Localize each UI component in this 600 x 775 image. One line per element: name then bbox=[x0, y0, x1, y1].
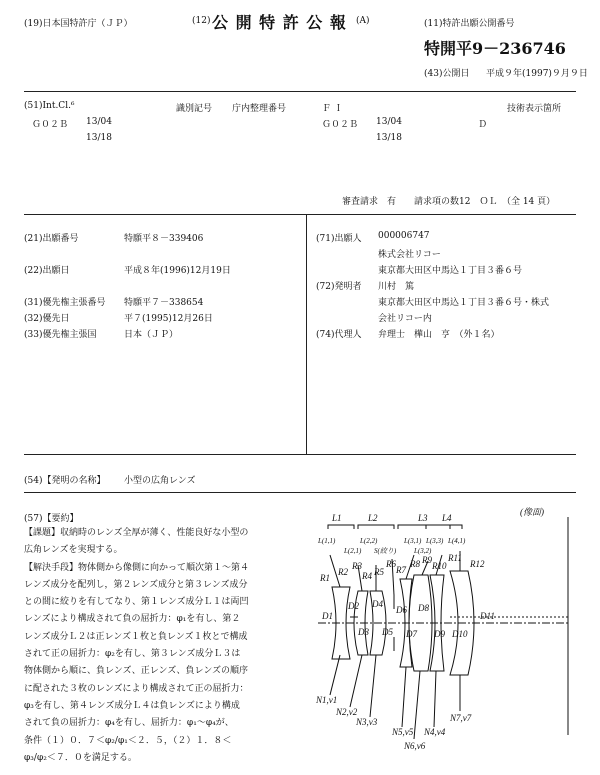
applicant-address: 東京都大田区中馬込１丁目３番６号 bbox=[378, 266, 523, 276]
filing-date: 平成８年(1996)12月19日 bbox=[124, 266, 231, 276]
surface-label-r4: R4 bbox=[362, 571, 372, 581]
element-label-stop: S(絞り) bbox=[374, 547, 397, 555]
class-row-1-fi-code: 13/04 bbox=[376, 117, 402, 127]
element-label-l33: L(3,3) bbox=[426, 537, 444, 545]
spacing-label-d11: D11 bbox=[480, 611, 495, 621]
publication-kind: (A) bbox=[356, 16, 370, 26]
inventor-address-2: 会社リコー内 bbox=[378, 314, 432, 324]
abstract-line: レンズ成分を配列し，第２レンズ成分と第３レンズ成分 bbox=[24, 579, 248, 590]
element-label-l31: L(3,1) bbox=[404, 537, 422, 545]
inventor-label: (72)発明者 bbox=[316, 282, 362, 292]
title-divider bbox=[24, 492, 576, 493]
surface-label-r2: R2 bbox=[338, 567, 348, 577]
tech-label: 技術表示箇所 bbox=[507, 104, 562, 114]
abstract-line: との間に絞りを有してなり、第１レンズ成分Ｌ１は両凹 bbox=[24, 597, 249, 608]
priority-date-label: (32)優先日 bbox=[24, 314, 70, 324]
surface-label-r9: R9 bbox=[422, 555, 432, 565]
abstract-line: 【解決手段】物体側から像側に向かって順次第１～第４ bbox=[24, 562, 250, 573]
class-row-2-code: 13/18 bbox=[86, 133, 112, 143]
spacing-label-d1: D1 bbox=[322, 611, 333, 621]
group-label-l4: L4 bbox=[442, 513, 452, 523]
spacing-label-d5: D5 bbox=[382, 627, 393, 637]
abstract-line: レンズ成分Ｌ２は正レンズ１枚と負レンズ１枚とで構成 bbox=[24, 631, 248, 642]
id-symbol-label: 識別記号 bbox=[176, 104, 213, 114]
class-row-1-cls: Ｇ０２Ｂ bbox=[32, 120, 69, 130]
abstract-line: φ₃/φ₂＜７．０を満足する。 bbox=[24, 752, 137, 763]
surface-label-r1: R1 bbox=[320, 573, 330, 583]
element-label-l32: L(3,2) bbox=[414, 547, 432, 555]
group-bracket-l4 bbox=[426, 525, 462, 529]
abstract-label: (57)【要約】 bbox=[24, 514, 79, 524]
glass-label-n3: N3,ν3 bbox=[356, 717, 378, 727]
publication-date: 平成９年(1997)９月９日 bbox=[486, 69, 588, 79]
office-ref-label: 庁内整理番号 bbox=[232, 104, 287, 114]
glass-label-n5: N5,ν5 bbox=[392, 727, 414, 737]
publication-number-label: (11)特許出願公開番号 bbox=[424, 19, 515, 29]
surface-label-r11: R11 bbox=[448, 553, 462, 563]
spacing-label-d2: D2 bbox=[348, 601, 359, 611]
abstract-line: されて負の屈折力：φ₄を有し、屈折力：φ₁～φ₄が、 bbox=[24, 718, 234, 729]
intcl-label: (51)Int.Cl.⁶ bbox=[24, 101, 75, 111]
priority-country-label: (33)優先権主張国 bbox=[24, 330, 97, 340]
group-bracket-l3 bbox=[398, 525, 450, 529]
priority-country: 日本（ＪＰ） bbox=[124, 330, 179, 340]
surface-label-r7: R7 bbox=[396, 565, 406, 575]
group-label-l1: L1 bbox=[332, 513, 342, 523]
spacing-label-d8: D8 bbox=[418, 603, 429, 613]
abstract-line: 物体側から順に、負レンズ、正レンズ、負レンズの順序 bbox=[24, 666, 249, 677]
surface-label-r3: R3 bbox=[352, 561, 362, 571]
biblio-center-divider bbox=[306, 214, 307, 454]
leader-line bbox=[402, 667, 406, 727]
element-label-l22: L(2,2) bbox=[360, 537, 378, 545]
publication-date-label: (43)公開日 bbox=[424, 69, 470, 79]
spacing-label-d6: D6 bbox=[396, 605, 407, 615]
spacing-label-d3: D3 bbox=[358, 627, 369, 637]
glass-label-n6: N6,ν6 bbox=[404, 741, 426, 751]
class-row-1-tech: Ｄ bbox=[478, 120, 488, 130]
abstract-line: レンズにより構成されて負の屈折力：φ₁を有し、第２ bbox=[24, 614, 241, 625]
surface-label-r10: R10 bbox=[432, 561, 447, 571]
spacing-label-d4: D4 bbox=[372, 599, 383, 609]
application-number-label: (21)出願番号 bbox=[24, 234, 79, 244]
applicant-label: (71)出願人 bbox=[316, 234, 362, 244]
class-row-2-fi-code: 13/18 bbox=[376, 133, 402, 143]
surface-label-r6: R6 bbox=[386, 559, 396, 569]
agent-name: 弁理士 樺山 亨 （外１名） bbox=[378, 330, 500, 340]
abstract-body bbox=[24, 525, 306, 767]
glass-label-n2: N2,ν2 bbox=[336, 707, 358, 717]
group-label-l2: L2 bbox=[368, 513, 378, 523]
filing-date-label: (22)出願日 bbox=[24, 266, 70, 276]
abstract-line: 【課題】収納時のレンズ全厚が薄く、性能良好な小型の bbox=[24, 528, 249, 538]
spacing-label-d10: D10 bbox=[452, 629, 468, 639]
applicant-name: 株式会社リコー bbox=[378, 250, 441, 260]
publication-type: 公 開 特 許 公 報 bbox=[212, 13, 347, 32]
surface-label-r5: R5 bbox=[374, 567, 384, 577]
leader-line bbox=[330, 655, 340, 695]
group-bracket-l1 bbox=[328, 525, 354, 529]
image-side-label: (像面) bbox=[520, 507, 544, 517]
priority-date: 平７(1995)12月26日 bbox=[124, 314, 213, 324]
publication-number: 特開平9－236746 bbox=[424, 39, 566, 58]
leader-line bbox=[350, 655, 362, 707]
pub-type-code: (12) bbox=[192, 16, 211, 26]
priority-number: 特願平７－338654 bbox=[124, 298, 204, 308]
abstract-line: されて正の屈折力：φ₂を有し、第３レンズ成分Ｌ３は bbox=[24, 649, 241, 660]
leader-line bbox=[370, 655, 376, 717]
invention-title-label: (54)【発明の名称】 bbox=[24, 476, 106, 486]
leader-line bbox=[434, 671, 436, 727]
element-label-l11: L(1,1) bbox=[318, 537, 336, 545]
abstract-line: 条件（１）０．７＜φ₂/φ₁＜２．５，（２）１．８＜ bbox=[24, 735, 232, 746]
class-row-1-code: 13/04 bbox=[86, 117, 112, 127]
inventor-address-1: 東京都大田区中馬込１丁目３番６号・株式 bbox=[378, 298, 550, 308]
spacing-label-d9: D9 bbox=[434, 629, 445, 639]
leader-line bbox=[414, 671, 420, 739]
fi-label: Ｆ Ｉ bbox=[322, 104, 343, 114]
applicant-code: 000006747 bbox=[378, 231, 430, 241]
examination-line: 審査請求 有 請求項の数12 ＯＬ （全 14 頁） bbox=[342, 197, 556, 207]
element-label-l41: L(4,1) bbox=[448, 537, 466, 545]
element-label-l21: L(2,1) bbox=[344, 547, 362, 555]
surface-label-r8: R8 bbox=[410, 559, 420, 569]
glass-label-n1: N1,ν1 bbox=[316, 695, 338, 705]
agent-label: (74)代理人 bbox=[316, 330, 362, 340]
biblio-divider bbox=[24, 454, 576, 455]
abstract-line: φ₃を有し、第４レンズ成分Ｌ４は負レンズにより構成 bbox=[24, 700, 240, 711]
abstract-line: に配された３枚のレンズにより構成されて正の屈折力： bbox=[24, 683, 249, 694]
priority-number-label: (31)優先権主張番号 bbox=[24, 298, 106, 308]
application-number: 特願平８－339406 bbox=[124, 234, 204, 244]
glass-label-n4: N4,ν4 bbox=[424, 727, 446, 737]
group-label-l3: L3 bbox=[418, 513, 428, 523]
lens-diagram bbox=[310, 495, 586, 767]
abstract-line: 広角レンズを実現する。 bbox=[24, 545, 123, 556]
surface-label-r12: R12 bbox=[470, 559, 485, 569]
invention-title: 小型の広角レンズ bbox=[124, 476, 196, 486]
inventor-name: 川村 篤 bbox=[378, 282, 415, 292]
country-label: (19)日本国特許庁（ＪＰ） bbox=[24, 19, 133, 29]
classification-divider bbox=[24, 214, 576, 215]
group-bracket-l2 bbox=[358, 525, 394, 529]
glass-label-n7: N7,ν7 bbox=[450, 713, 472, 723]
spacing-label-d7: D7 bbox=[406, 629, 417, 639]
header-divider bbox=[24, 91, 576, 92]
class-row-1-fi-cls: Ｇ０２Ｂ bbox=[322, 120, 359, 130]
